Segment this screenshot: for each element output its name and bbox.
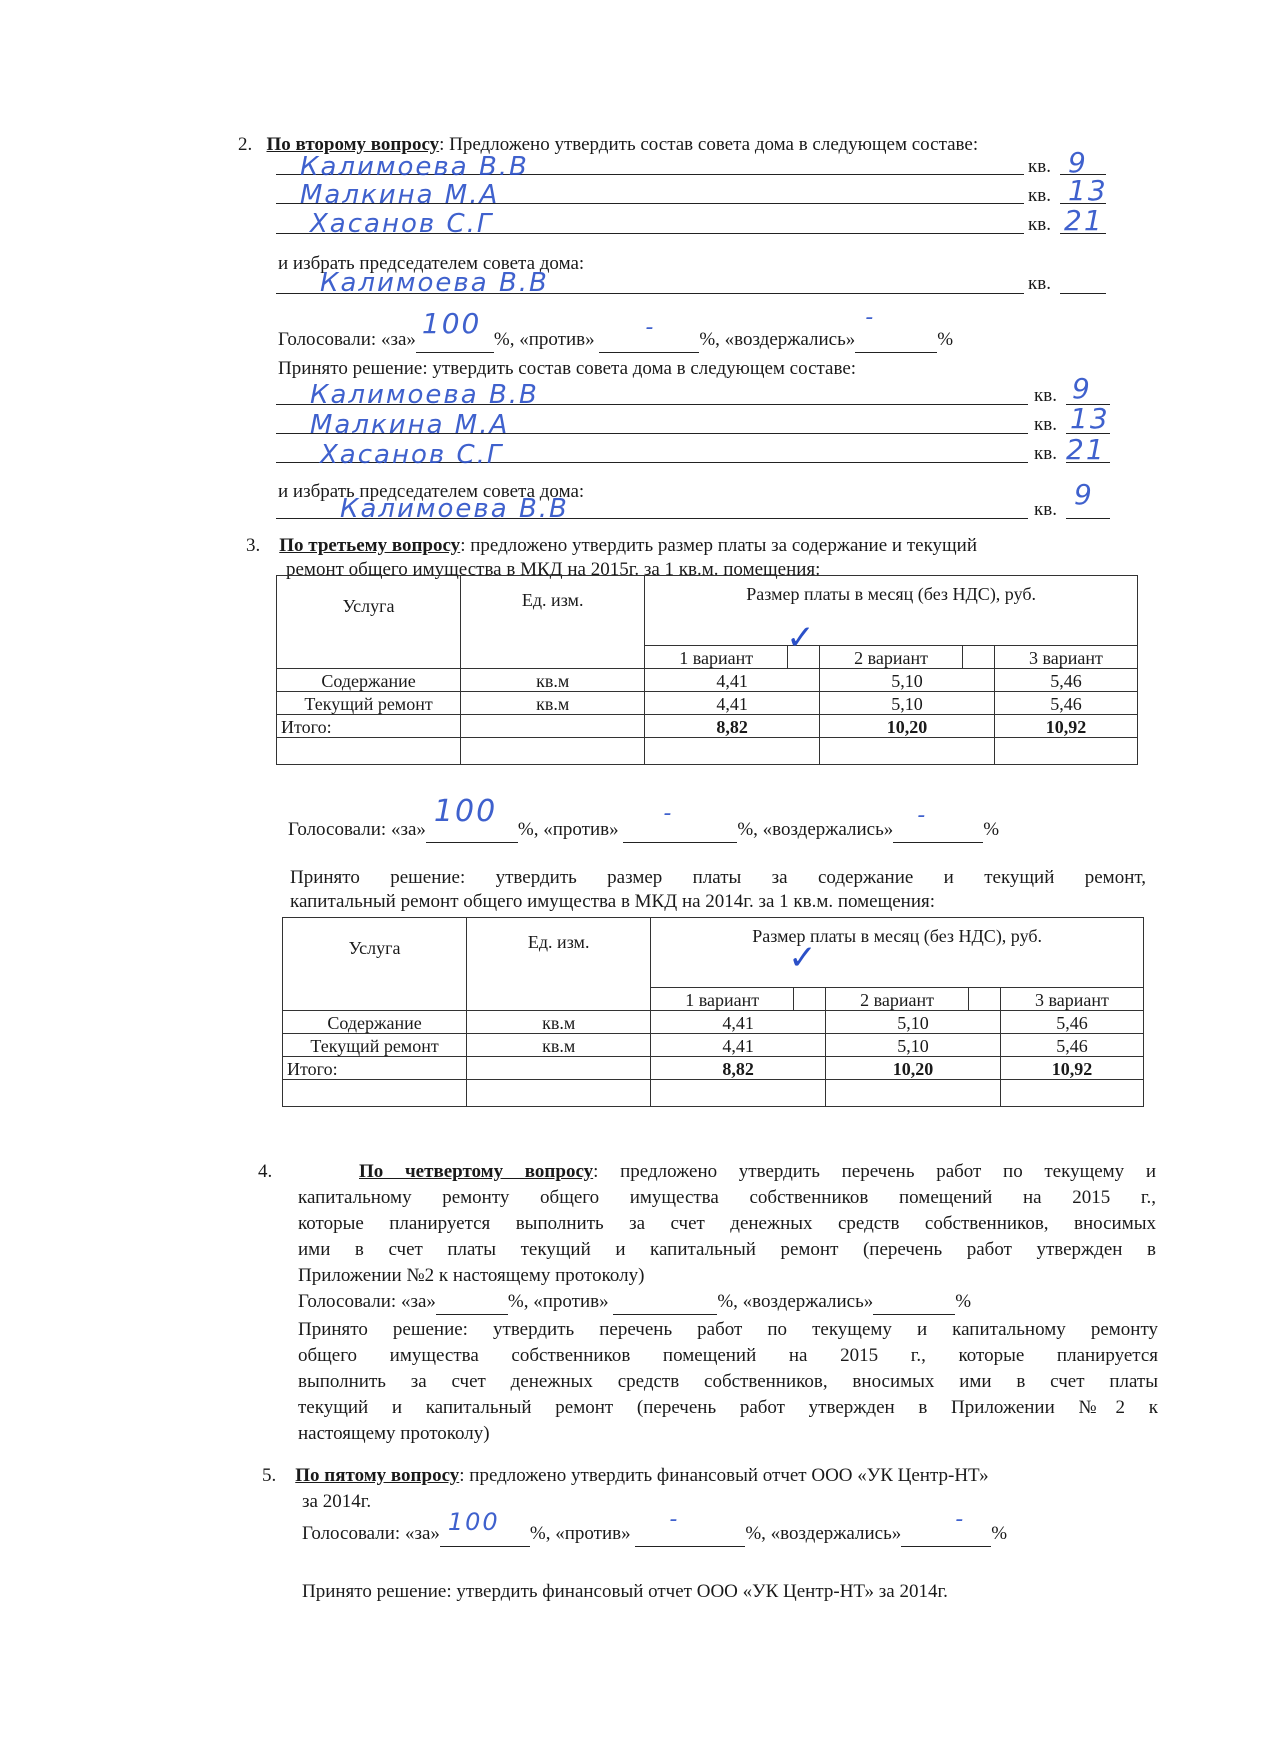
apt-label: кв.: [1028, 214, 1051, 235]
row-v3: 5,46: [994, 692, 1137, 715]
q4-text-5: Приложении №2 к настоящему протоколу): [298, 1265, 645, 1286]
q4-title: По четвертому вопросу: [359, 1161, 594, 1182]
table-row: [277, 669, 1138, 692]
percent-sign: %: [955, 1291, 972, 1312]
row-v1: 4,41: [651, 1011, 826, 1034]
vote-against-label: %, «против»: [529, 1523, 631, 1544]
row-v1: 4,41: [645, 669, 820, 692]
header-unit: Ед. изм.: [461, 576, 645, 669]
variant-3-header: 3 вариант: [994, 646, 1137, 669]
q4-decision-1: Принято решение: утвердить перечень работ по текущему и капитальному ремонту: [298, 1319, 1158, 1340]
vote-for-field: [436, 1290, 508, 1315]
member-apt-2: 13: [1068, 174, 1108, 207]
q4-decision-3: выполнить за счет денежных средств собственников, вносимых ими в счет платы: [298, 1371, 1158, 1392]
decision-member-name-3: Хасанов С.Г: [320, 440, 504, 470]
chair-name: Калимоева В.В: [320, 268, 549, 298]
vote-abstain-field: [901, 1507, 991, 1547]
apt-label: кв.: [1028, 185, 1051, 206]
q3-vote-row: [288, 794, 1000, 843]
member-name-3: Хасанов С.Г: [310, 209, 494, 239]
apt-label: кв.: [1034, 499, 1057, 520]
variant-3-header: 3 вариант: [1000, 988, 1143, 1011]
vote-against-field: [623, 801, 737, 843]
apt-label: кв.: [1028, 156, 1051, 177]
q4-decision-5: настоящему протоколу): [298, 1423, 490, 1444]
q5-title: По пятому вопросу: [295, 1465, 460, 1486]
member-name-1: Калимоева В.В: [300, 152, 529, 182]
variant-1-check-cell: [788, 938, 826, 1011]
q2-text: : Предложено утвердить состав совета дома в следующем составе:: [439, 134, 979, 155]
q4-decision-4: текущий и капитальный ремонт (перечень работ утвержден в Приложении №2 к: [298, 1397, 1158, 1418]
q4-line-1: [258, 1160, 1156, 1184]
q3-decision-2: капитальный ремонт общего имущества в МКД на 2014г. за 1 кв.м. помещения:: [290, 891, 936, 912]
member-apt-1: 9: [1068, 146, 1088, 179]
apt-label: кв.: [1034, 414, 1057, 435]
percent-sign: %: [983, 819, 1000, 840]
row-v2: 10,20: [826, 1057, 1001, 1080]
vote-abstain-field: [873, 1290, 955, 1315]
vote-abstain-label: %, «воздержались»: [737, 819, 894, 840]
row-v1: 8,82: [651, 1057, 826, 1080]
variant-2-check-cell: [969, 988, 1001, 1011]
row-v3: 10,92: [1000, 1057, 1143, 1080]
row-v1: 4,41: [645, 692, 820, 715]
vote-for-field: [416, 307, 494, 353]
row-service: Итого:: [283, 1057, 467, 1080]
q2-decision: Принято решение: утвердить состав совета дома в следующем составе:: [278, 358, 857, 379]
decision-member-apt-3: 21: [1066, 433, 1106, 466]
q4-decision-2: общего имущества собственников помещений на 2015 г., которые планируется: [298, 1345, 1158, 1366]
q4-vote-row: [298, 1290, 971, 1315]
row-service: Текущий ремонт: [277, 692, 461, 715]
row-v3: 5,46: [994, 669, 1137, 692]
vote-for-field: [426, 794, 518, 843]
variant-2-check-cell: [963, 646, 995, 669]
q2-vote-row: [278, 305, 954, 353]
row-v2: 5,10: [826, 1011, 1001, 1034]
header-service: Услуга: [277, 576, 461, 669]
row-service: Текущий ремонт: [283, 1034, 467, 1057]
row-unit: кв.м: [467, 1011, 651, 1034]
row-service: Содержание: [277, 669, 461, 692]
header-service: Услуга: [283, 918, 467, 1011]
header-price: Размер платы в месяц (без НДС), руб.: [645, 576, 1138, 646]
variant-2-header: 2 вариант: [826, 988, 969, 1011]
vote-abstain-label: %, «воздержались»: [699, 329, 856, 350]
vote-abstain-value: -: [955, 1507, 966, 1532]
checkmark-icon: ✓: [788, 938, 817, 978]
vote-against-field: [613, 1290, 717, 1315]
q4-text-3: которые планируется выполнить за счет денежных средств собственников, вносимых: [298, 1213, 1156, 1234]
q3-decision-1: Принято решение: утвердить размер платы за содержание и текущий ремонт,: [290, 867, 1146, 888]
variant-1-header: 1 вариант: [651, 988, 794, 1011]
vote-against-field: [599, 315, 699, 353]
vote-against-label: %, «против»: [493, 329, 595, 350]
decision-member-name-1: Калимоева В.В: [310, 380, 539, 410]
vote-against-field: [635, 1507, 745, 1547]
q2-decision-chair-text: и избрать председателем совета дома:: [278, 481, 585, 502]
vote-against-label: %, «против»: [507, 1291, 609, 1312]
table-row-empty: [277, 738, 1138, 765]
q5-decision: Принято решение: утвердить финансовый отчет ООО «УК Центр-НТ» за 2014г.: [302, 1581, 948, 1602]
table-row: [283, 1057, 1144, 1080]
row-v2: 5,10: [820, 669, 995, 692]
variant-1-header: 1 вариант: [645, 646, 788, 669]
q3-text-2: ремонт общего имущества в МКД на 2015г. за 1 кв.м. помещения:: [286, 559, 821, 580]
decision-member-name-2: Малкина М.А: [310, 410, 510, 440]
row-v2: 5,10: [820, 692, 995, 715]
row-unit: кв.м: [461, 692, 645, 715]
vote-for-label: Голосовали: «за»: [278, 329, 416, 350]
q5-text-1: : предложено утвердить финансовый отчет ООО «УК Центр-НТ»: [459, 1465, 989, 1486]
header-price: Размер платы в месяц (без НДС), руб.: [651, 918, 1144, 988]
vote-against-label: %, «против»: [517, 819, 619, 840]
member-name-2: Малкина М.А: [300, 180, 500, 210]
vote-for-value: 100: [433, 794, 498, 829]
vote-for-label: Голосовали: «за»: [302, 1523, 440, 1544]
vote-against-value: -: [669, 1507, 680, 1532]
q4-text-4: ими в счет платы текущий и капитальный ремонт (перечень работ утвержден в: [298, 1239, 1156, 1260]
row-unit: [467, 1057, 651, 1080]
decision-member-apt-1: 9: [1072, 372, 1092, 405]
member-apt-3: 21: [1064, 204, 1104, 237]
vote-abstain-value: -: [865, 305, 876, 330]
row-service: Содержание: [283, 1011, 467, 1034]
vote-abstain-field: [893, 803, 983, 843]
q4-text-1: : предложено утвердить перечень работ по текущему и: [593, 1161, 1157, 1182]
q3-heading: [246, 534, 1148, 558]
table-row: [277, 692, 1138, 715]
vote-abstain-label: %, «воздержались»: [717, 1291, 874, 1312]
row-v2: 10,20: [820, 715, 995, 738]
fee-table-decided: [282, 917, 1144, 1107]
vote-against-value: -: [663, 801, 674, 826]
row-v2: 5,10: [826, 1034, 1001, 1057]
apt-label: кв.: [1034, 385, 1057, 406]
decision-chair-apt: 9: [1074, 478, 1094, 511]
row-v3: 10,92: [994, 715, 1137, 738]
q5-text-2: за 2014г.: [302, 1491, 372, 1512]
vote-abstain-value: -: [917, 803, 928, 828]
table-row: [277, 715, 1138, 738]
q5-number: 5.: [262, 1465, 277, 1486]
q2-chair-text: и избрать председателем совета дома:: [278, 253, 585, 274]
table-row: [283, 1011, 1144, 1034]
apt-label: кв.: [1028, 273, 1051, 294]
fee-table-proposed: [276, 575, 1138, 765]
decision-chair-name: Калимоева В.В: [340, 494, 569, 524]
row-unit: кв.м: [467, 1034, 651, 1057]
q4-number: 4.: [258, 1161, 273, 1182]
q5-vote-row: [302, 1507, 1008, 1547]
apt-label: кв.: [1034, 443, 1057, 464]
vote-for-label: Голосовали: «за»: [298, 1291, 436, 1312]
q3-title: По третьему вопросу: [279, 535, 461, 556]
table-row-empty: [283, 1080, 1144, 1107]
variant-1-check-cell: [786, 618, 820, 669]
row-v1: 8,82: [645, 715, 820, 738]
q4-text-2: капитальному ремонту общего имущества собственников помещений на 2015 г.,: [298, 1187, 1156, 1208]
variant-2-header: 2 вариант: [820, 646, 963, 669]
percent-sign: %: [937, 329, 954, 350]
q2-number: 2.: [238, 134, 253, 155]
vote-abstain-field: [855, 305, 937, 353]
header-unit: Ед. изм.: [467, 918, 651, 1011]
table-row: [283, 1034, 1144, 1057]
row-v3: 5,46: [1000, 1011, 1143, 1034]
vote-for-value: 100: [447, 1508, 500, 1536]
row-v3: 5,46: [1000, 1034, 1143, 1057]
vote-against-value: -: [645, 315, 656, 340]
q3-text-1: : предложено утвердить размер платы за содержание и текущий: [460, 535, 977, 556]
decision-member-apt-2: 13: [1070, 402, 1110, 435]
decision-chair-apt-line: [1066, 518, 1110, 519]
vote-for-label: Голосовали: «за»: [288, 819, 426, 840]
percent-sign: %: [991, 1523, 1008, 1544]
q2-title: По второму вопросу: [266, 134, 440, 155]
vote-abstain-label: %, «воздержались»: [745, 1523, 902, 1544]
row-service: Итого:: [277, 715, 461, 738]
chair-apt-line: [1060, 293, 1106, 294]
vote-for-value: 100: [421, 307, 482, 340]
row-unit: [461, 715, 645, 738]
vote-for-field: [440, 1508, 530, 1547]
row-unit: кв.м: [461, 669, 645, 692]
q5-heading: [262, 1464, 989, 1488]
row-v1: 4,41: [651, 1034, 826, 1057]
checkmark-icon: ✓: [786, 618, 815, 658]
q3-number: 3.: [246, 535, 261, 556]
